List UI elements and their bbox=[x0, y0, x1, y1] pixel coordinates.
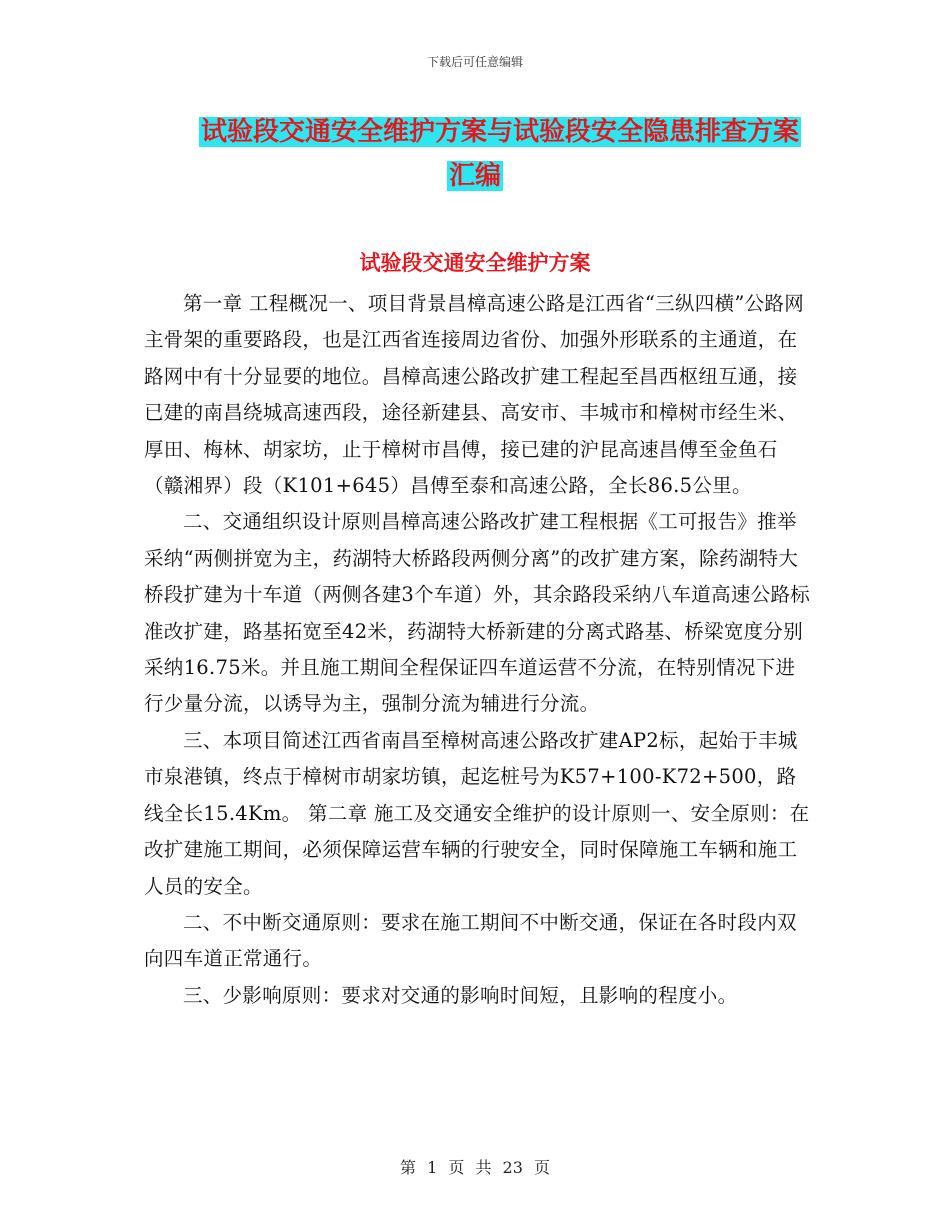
section-title: 试验段交通安全维护方案 bbox=[359, 251, 591, 275]
paragraph: 二、交通组织设计原则昌樟高速公路改扩建工程根据《工可报告》推举采纳“两侧拼宽为主，药湖特大桥路段两侧分离”的改扩建方案，除药湖特大桥段扩建为十车道（两侧各建3个车道）外，其余路段采纳八车道高速公路标准改扩建，路基拓宽至42米，药湖特大桥新建的分离式路基、桥梁宽度分别采纳16.75米。并且施工期间全程保证四车道运营不分流，在特别情况下进行少量分流，以诱导为主，强制分流为辅进行分流。 bbox=[144, 510, 811, 716]
document-title-line-2: 汇编 bbox=[448, 161, 501, 191]
paragraph: 三、少影响原则：要求对交通的影响时间短，且影响的程度小。 bbox=[183, 983, 738, 1007]
paragraph: 二、不中断交通原则：要求在施工期间不中断交通，保证在各时段内双向四车道正常通行。 bbox=[144, 910, 797, 971]
paragraph: 三、本项目简述江西省南昌至樟树高速公路改扩建AP2标，起始于丰城市泉港镇，终点于樟树市胡家坊镇，起迄桩号为K57+100-K72+500，路线全长15.4Km。 第二章 施工及交通安全维护的设计原则一、安全原则：在改扩建施工期间，必须保障运营车辆的行驶安全，同时保障施工车辆和施工人员的安全。 bbox=[144, 728, 810, 898]
page-number-footer: 第 1 页 共 23 页 bbox=[400, 1158, 550, 1177]
document-title-line-1: 试验段交通安全维护方案与试验段安全隐患排查方案 bbox=[200, 117, 799, 147]
paragraph: 第一章 工程概况一、项目背景昌樟高速公路是江西省“三纵四横”公路网主骨架的重要路段，也是江西省连接周边省份、加强外形联系的主通道，在路网中有十分显要的地位。昌樟高速公路改扩建工程起至昌西枢纽互通，接已建的南昌绕城高速西段，途径新建县、高安市、丰城市和樟树市经生米、厚田、梅林、胡家坊，止于樟树市昌傅，接已建的沪昆高速昌傅至金鱼石（赣湘界）段（K101+645）昌傅至泰和高速公路，全长86.5公里。 bbox=[144, 292, 805, 498]
document-title bbox=[0, 110, 950, 198]
body-text bbox=[144, 286, 812, 1014]
header-note: 下载后可任意编辑 bbox=[426, 55, 523, 69]
